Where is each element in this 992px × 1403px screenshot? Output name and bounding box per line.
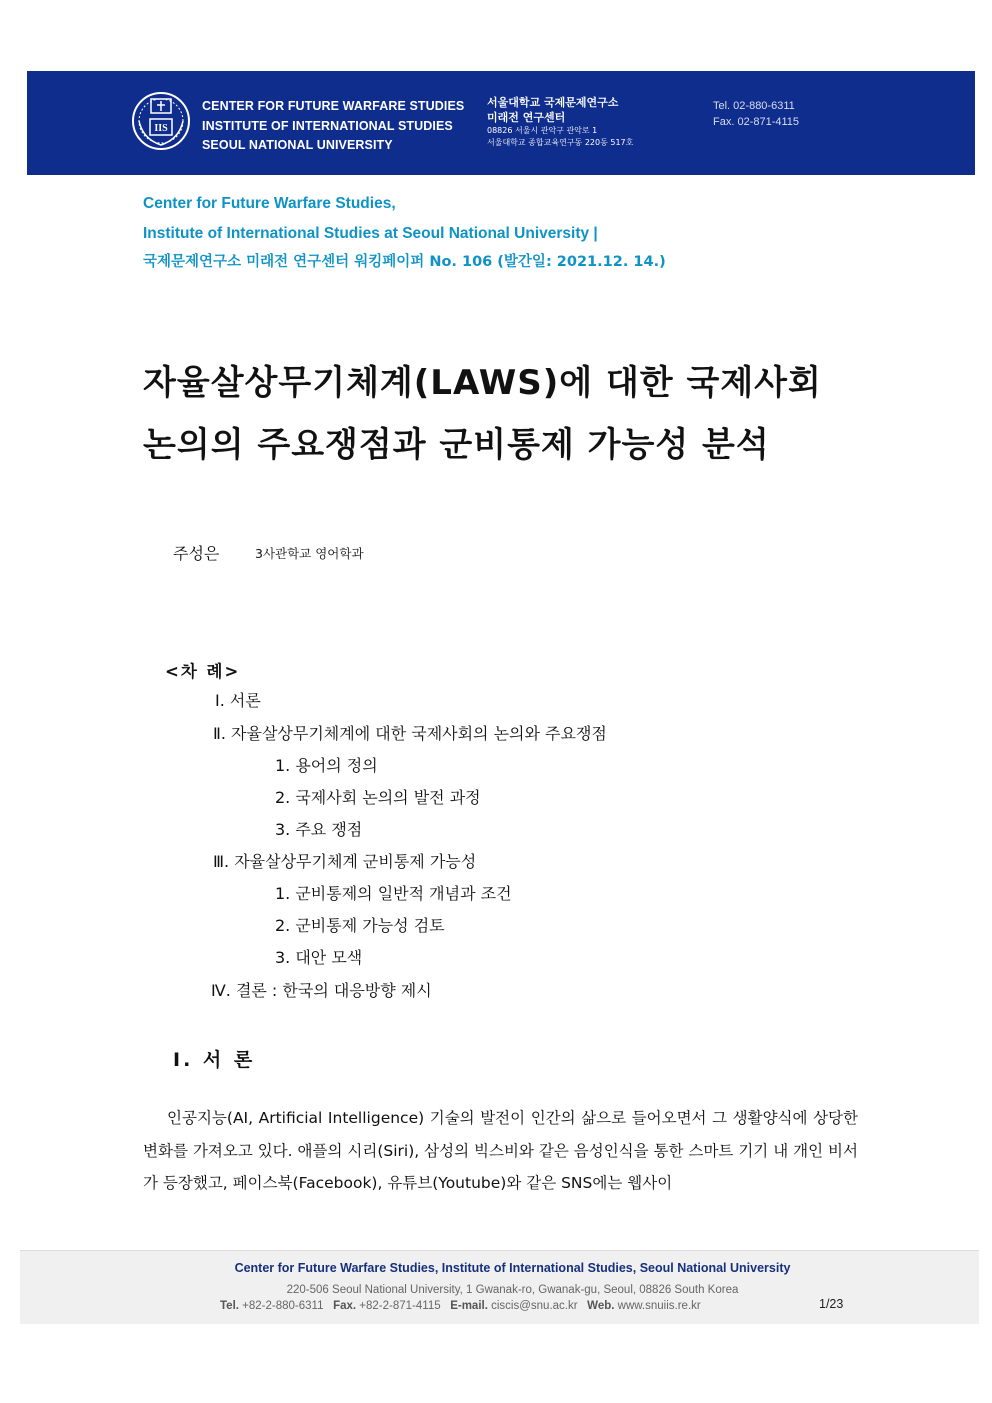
toc-item[interactable]: 3. 대안 모색 (275, 948, 363, 967)
footer-email-link[interactable]: ciscis@snu.ac.kr (491, 1300, 578, 1312)
footer-web-label: Web. (587, 1300, 615, 1312)
footer-address: 220-506 Seoul National University, 1 Gwanak-ro, Gwanak-gu, Seoul, 08826 South Korea (286, 1284, 739, 1296)
footer-fax: +82-2-871-4115 (359, 1300, 441, 1312)
header-band (27, 71, 975, 175)
org-ko-line: 미래전 연구센터 (487, 111, 566, 124)
org-name-english (202, 97, 464, 156)
footer-web-link[interactable]: www.snuiis.re.kr (617, 1300, 701, 1312)
toc-item[interactable]: 2. 군비통제 가능성 검토 (275, 916, 445, 935)
footer-org: Center for Future Warfare Studies, Institute of International Studies, Seoul National University (234, 1261, 791, 1275)
logo-text: IIS (154, 123, 168, 134)
org-en-line: SEOUL NATIONAL UNIVERSITY (202, 138, 393, 152)
toc-item[interactable]: Ⅱ. 자율살상무기체계에 대한 국제사회의 논의와 주요쟁점 (213, 724, 607, 743)
toc-item[interactable]: Ⅲ. 자율살상무기체계 군비통제 가능성 (213, 852, 477, 871)
header-tel: Tel. 02-880-6311 (713, 100, 795, 112)
series-info (143, 189, 666, 278)
series-line: Institute of International Studies at Seoul National University | (143, 224, 598, 242)
toc-item[interactable]: 2. 국제사회 논의의 발전 과정 (275, 788, 481, 807)
series-line: Center for Future Warfare Studies, (143, 195, 396, 212)
toc-item[interactable]: 3. 주요 쟁점 (275, 820, 363, 839)
body-text: 인공지능(AI, Artificial Intelligence) 기술의 발전이 인간의 삶으로 들어오면서 그 생활양식에 상당한 변화를 가져오고 있다. 애플의 시리(Siri), 삼성의 빅스비와 같은 음성인식을 통한 스마트 기기 내 개인 비서가 등장했고, 페이스북(Facebook), 유튜브(Youtube)와 같은 SNS에는 웹사이 (143, 1109, 858, 1192)
toc-item[interactable]: Ⅳ. 결론 : 한국의 대응방향 제시 (211, 981, 432, 1000)
org-en-line: CENTER FOR FUTURE WARFARE STUDIES (202, 99, 465, 113)
author-name: 주성은 (173, 544, 220, 563)
title-line: 논의의 주요쟁점과 군비통제 가능성 분석 (143, 425, 770, 465)
toc-item[interactable]: 1. 용어의 정의 (275, 756, 378, 775)
title-line: 자율살상무기체계(LAWS)에 대한 국제사회 (143, 363, 822, 403)
toc-item[interactable]: Ⅰ. 서론 (215, 691, 261, 710)
snu-emblem-icon (131, 91, 191, 151)
footer-tel-label: Tel. (220, 1300, 239, 1312)
footer-tel: +82-2-880-6311 (242, 1300, 324, 1312)
footer-contacts (220, 1300, 701, 1312)
address-ko-line: 서울대학교 종합교육연구동 220동 517호 (487, 138, 634, 147)
series-line: 국제문제연구소 미래전 연구센터 워킹페이퍼 No. 106 (발간일: 2021.12. 14.) (143, 254, 666, 270)
body-paragraph (143, 1102, 858, 1200)
author-affiliation: 3사관학교 영어학과 (255, 546, 364, 561)
address-ko-line: 08826 서울시 관악구 관악로 1 (487, 126, 598, 135)
footer-fax-label: Fax. (333, 1300, 357, 1312)
header-fax: Fax. 02-871-4115 (713, 116, 800, 128)
page-number: 1/23 (819, 1297, 844, 1311)
org-en-line: INSTITUTE OF INTERNATIONAL STUDIES (202, 118, 453, 133)
org-contact (713, 98, 799, 130)
section-heading: Ⅰ. 서 론 (173, 1049, 256, 1071)
page-footer (20, 1250, 979, 1324)
org-name-korean (487, 95, 633, 149)
org-ko-line: 서울대학교 국제문제연구소 (487, 96, 619, 109)
footer-email-label: E-mail. (450, 1300, 488, 1312)
document-title (143, 352, 822, 476)
toc-item[interactable]: 1. 군비통제의 일반적 개념과 조건 (275, 884, 512, 903)
toc-heading: <차 례> (165, 662, 241, 681)
